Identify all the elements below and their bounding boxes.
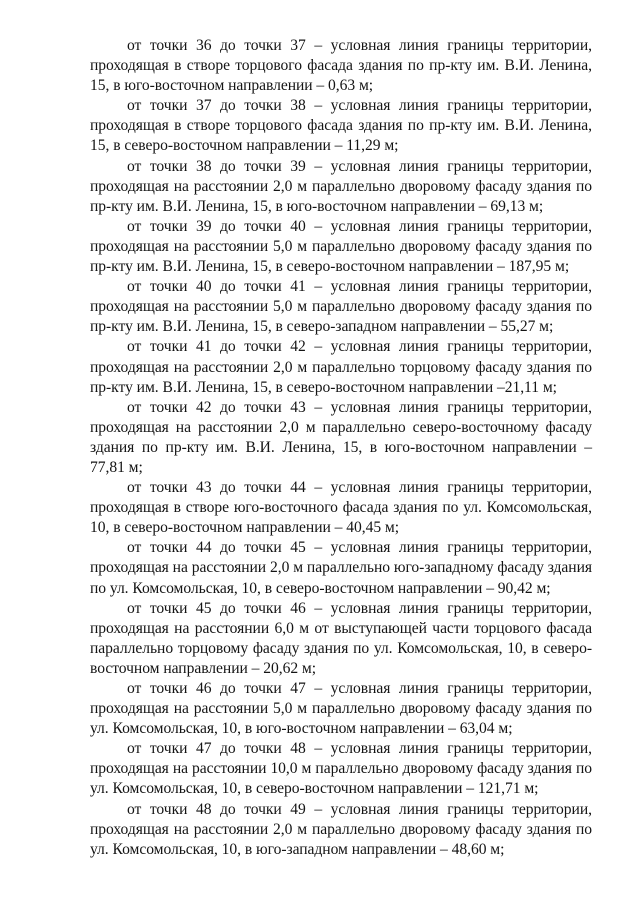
boundary-segment-47-48: от точки 47 до точки 48 – условная линия границы территории, проходящая на расстоянии 10,0 м параллельно дворовому фасаду здания по ул. Комсомольская, 10, в северо-восточном направлении – 121,71 м; <box>90 740 592 798</box>
boundary-segment-40-41: от точки 40 до точки 41 – условная линия границы территории, проходящая на расстоянии 5,0 м параллельно дворовому фасаду здания по пр-кту им. В.И. Ленина, 15, в северо-западном направлении – 55,27 м; <box>90 278 592 336</box>
boundary-segment-38-39: от точки 38 до точки 39 – условная линия границы территории, проходящая на расстоянии 2,0 м параллельно дворовому фасаду здания по пр-кту им. В.И. Ленина, 15, в юго-восточном направлении – 69,13 м; <box>90 157 592 215</box>
document-body <box>90 36 592 860</box>
boundary-segment-43-44: от точки 43 до точки 44 – условная линия границы территории, проходящая в створе юго-восточного фасада здания по ул. Комсомольская, 10, в северо-восточном направлении – 40,45 м; <box>90 479 592 537</box>
boundary-segment-41-42: от точки 41 до точки 42 – условная линия границы территории, проходящая на расстоянии 2,0 м параллельно торцовому фасаду здания по пр-кту им. В.И. Ленина, 15, в северо-восточном направлении –21,11 м; <box>90 338 592 396</box>
boundary-segment-45-46: от точки 45 до точки 46 – условная линия границы территории, проходящая на расстоянии 6,0 м от выступающей части торцового фасада параллельно торцовому фасаду здания по ул. Комсомольская, 10, в северо-восточном направлении – 20,62 м; <box>90 599 592 677</box>
boundary-segment-36-37: от точки 36 до точки 37 – условная линия границы территории, проходящая в створе торцового фасада здания по пр-кту им. В.И. Ленина, 15, в юго-восточном направлении – 0,63 м; <box>90 37 592 95</box>
boundary-segment-48-49: от точки 48 до точки 49 – условная линия границы территории, проходящая на расстоянии 2,0 м параллельно дворовому фасаду здания по ул. Комсомольская, 10, в юго-западном направлении – 48,60 м; <box>90 800 592 858</box>
boundary-segment-37-38: от точки 37 до точки 38 – условная линия границы территории, проходящая в створе торцового фасада здания по пр-кту им. В.И. Ленина, 15, в северо-восточном направлении – 11,29 м; <box>90 97 592 155</box>
boundary-segment-39-40: от точки 39 до точки 40 – условная линия границы территории, проходящая на расстоянии 5,0 м параллельно дворовому фасаду здания по пр-кту им. В.И. Ленина, 15, в северо-восточном направлении – 187,95 м; <box>90 217 592 276</box>
boundary-segment-42-43: от точки 42 до точки 43 – условная линия границы территории, проходящая на расстоянии 2,0 м параллельно северо-восточному фасаду здания по пр-кту им. В.И. Ленина, 15, в юго-восточном направлении – 77,81 м; <box>90 398 592 476</box>
boundary-segment-46-47: от точки 46 до точки 47 – условная линия границы территории, проходящая на расстоянии 5,0 м параллельно дворовому фасаду здания по ул. Комсомольская, 10, в юго-восточном направлении – 63,04 м; <box>90 680 592 738</box>
boundary-segment-44-45: от точки 44 до точки 45 – условная линия границы территории, проходящая на расстоянии 2,0 м параллельно юго-западному фасаду здания по ул. Комсомольская, 10, в северо-восточном направлении – 90,42 м; <box>90 539 592 597</box>
